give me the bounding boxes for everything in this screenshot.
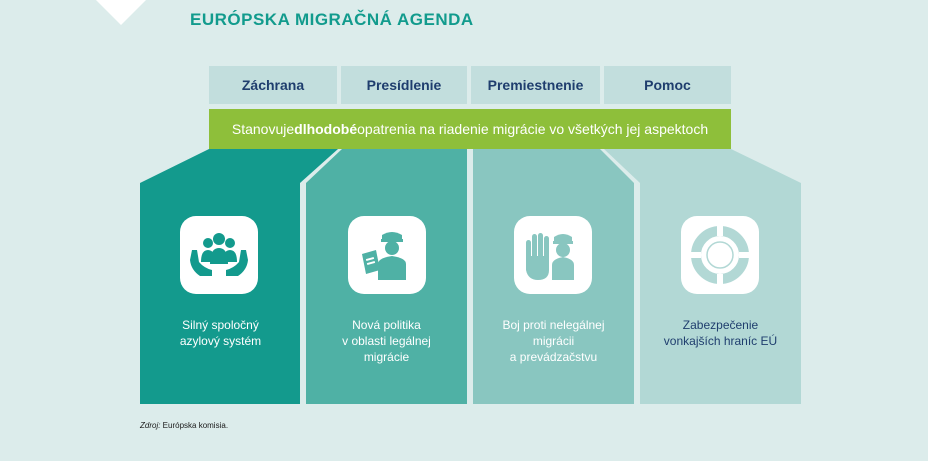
banner-text-bold: dlhodobé	[294, 121, 358, 137]
officer-stop-hand-icon	[514, 216, 592, 294]
officer-with-passport-icon	[348, 216, 426, 294]
pillar-2-line-1: Nová politika	[352, 318, 421, 332]
pillar-1-text	[140, 317, 301, 349]
pillar-3-line-1: Boj proti nelegálnej	[502, 318, 605, 332]
source-text: Európska komisia.	[160, 421, 229, 430]
pillar-3-text	[473, 317, 634, 365]
banner-text-after: opatrenia na riadenie migrácie vo všetkých jej aspektoch	[357, 121, 709, 137]
pillar-4-line-1: Zabezpečenie	[682, 318, 759, 332]
lifebuoy-icon	[681, 216, 759, 294]
strategy-banner	[209, 109, 731, 149]
pillar-2-line-2: v oblasti legálnej	[342, 334, 431, 348]
tab-presidlenie: Presídlenie	[341, 66, 467, 104]
tab-premiestnenie: Premiestnenie	[471, 66, 600, 104]
pillar-4-line-2: vonkajších hraníc EÚ	[663, 334, 778, 348]
source-label: Zdroj:	[140, 421, 161, 430]
pillar-1-line-2: azylový systém	[179, 334, 262, 348]
pillar-1-line-1: Silný spoločný	[182, 318, 259, 332]
pillar-2-line-3: migrácie	[363, 350, 410, 364]
pillar-1-roof	[140, 149, 338, 183]
tab-pomoc: Pomoc	[604, 66, 731, 104]
pillar-4-text	[640, 317, 801, 349]
pillar-3-line-2: migrácii	[532, 334, 575, 348]
source-note	[140, 421, 228, 430]
page-title: EURÓPSKA MIGRAČNÁ AGENDA	[190, 10, 474, 29]
pillar-3-line-3: a prevádzačstvu	[509, 350, 598, 364]
hands-holding-people-icon	[180, 216, 258, 294]
pillar-4-roof	[604, 149, 801, 183]
banner-text-before: Stanovuje	[231, 121, 295, 137]
pillar-2-text	[306, 317, 467, 365]
tab-zachrana: Záchrana	[209, 66, 337, 104]
